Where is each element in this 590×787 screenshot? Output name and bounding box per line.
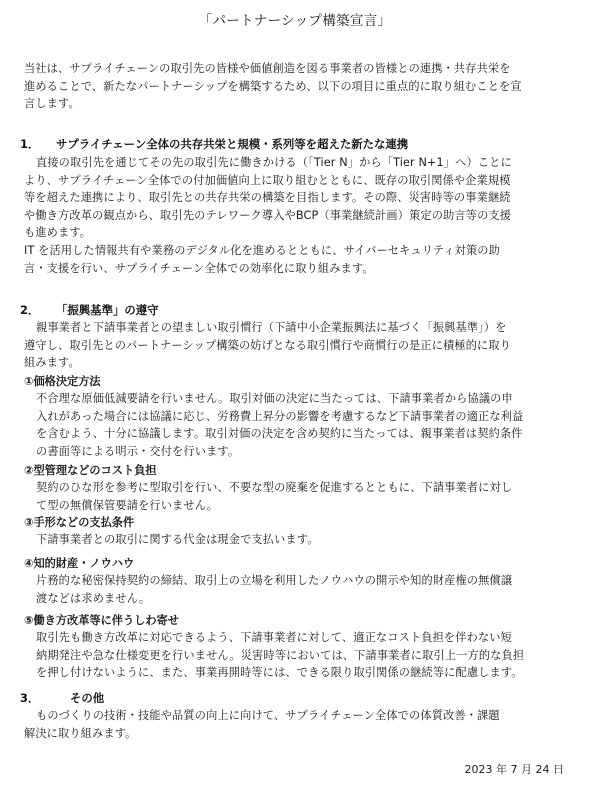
item-5-body: 取引先も働き方改革に対応できるよう、下請事業者に対して、適正なコスト負担を伴わない短 納期発注や急な仕様変更を行いません。災害時等においては、下請事業者に取引上一方的な負担 を押し付けないように、また、事業再開時等には、できる限り取引関係の継続等に配慮します。 bbox=[36, 631, 525, 680]
intro-paragraph: 当社は、サプライチェーンの取引先の皆様や価値創造を図る事業者の皆様との連携・共存共栄を 進めることで、新たなパートナーシップを構築するため、以下の項目に重点的に取り組むことを宣 言します。 bbox=[24, 62, 522, 111]
section-3-body: ものづくりの技術・技能や品質の向上に向けて、サプライチェーン全体での体質改善・課題 解決に取り組みます。 bbox=[24, 709, 500, 740]
item-4-body: 片務的な秘密保持契約の締結、取引上の立場を利用したノウハウの開示や知的財産権の無償譲 渡などは求めません。 bbox=[36, 574, 513, 605]
section-2-number: 2． bbox=[20, 303, 40, 317]
section-1-heading bbox=[20, 136, 408, 153]
section-3-number: 3． bbox=[20, 691, 40, 705]
item-1-heading: ①価格決定方法 bbox=[24, 375, 101, 388]
section-1-title: サプライチェーン全体の共存共栄と規模・系列等を超えた新たな連携 bbox=[56, 137, 409, 151]
declaration-date: 2023 年 7 月 24 日 bbox=[464, 763, 564, 776]
item-5-heading: ⑤働き方改革等に伴うしわ寄せ bbox=[24, 614, 179, 627]
item-2-heading: ②型管理などのコスト負担 bbox=[24, 464, 157, 477]
section-1-body: 直接の取引先を通じてその先の取引先に働きかける（「Tier N」から「Tier N+1」へ）ことに より、サプライチェーン全体での付加価値向上に取り組むとともに、既存の取引関係や企業規模 等を超えた連携により、取引先との共存共栄の構築を目指します。その際、災害時等の事業継続 や働き方改革の観点から、取引先のテレワーク導入やBCP（事業継続計画）策定の助言等の支援 も進めます。 IT を活用した情報共有や業務のデジタル化を進めるとともに、サイバーセキュリティ対策の助 言・支援を行い、サプライチェーン全体での効率化に取り組みます。 bbox=[24, 156, 512, 275]
section-2-heading bbox=[20, 302, 159, 319]
section-1-number: 1． bbox=[20, 137, 40, 151]
item-3-heading: ③手形などの支払条件 bbox=[24, 516, 135, 529]
document-title: 「パートナーシップ構築宣言」 bbox=[198, 13, 392, 29]
item-3-body: 下請事業者との取引に関する代金は現金で支払います。 bbox=[36, 533, 319, 546]
section-3-heading bbox=[20, 690, 104, 707]
item-4-heading: ④知的財産・ノウハウ bbox=[24, 557, 135, 570]
item-1-body: 不合理な原価低減要請を行いません。取引対価の決定に当たっては、下請事業者から協議の申 入れがあった場合には協議に応じ、労務費上昇分の影響を考慮するなど下請事業者の適正な利益 を含むよう、十分に協議します。取引対価の決定を含め契約に当たっては、親事業者は契約条件 の書面等による明示・交付を行います。 bbox=[36, 392, 524, 458]
section-2-body: 親事業者と下請事業者との望ましい取引慣行（下請中小企業振興法に基づく「振興基準」）を 遵守し、取引先とのパートナーシップ構築の妨げとなる取引慣行や商慣行の是正に積極的に取り 組みます。 bbox=[24, 321, 512, 370]
item-2-body: 契約のひな形を参考に型取引を行い、不要な型の廃棄を促進するとともに、下請事業者に対し て型の無償保管要請を行いません。 bbox=[36, 481, 513, 512]
section-3-title: その他 bbox=[70, 691, 105, 705]
section-2-title: 「振興基準」の遵守 bbox=[56, 303, 159, 317]
